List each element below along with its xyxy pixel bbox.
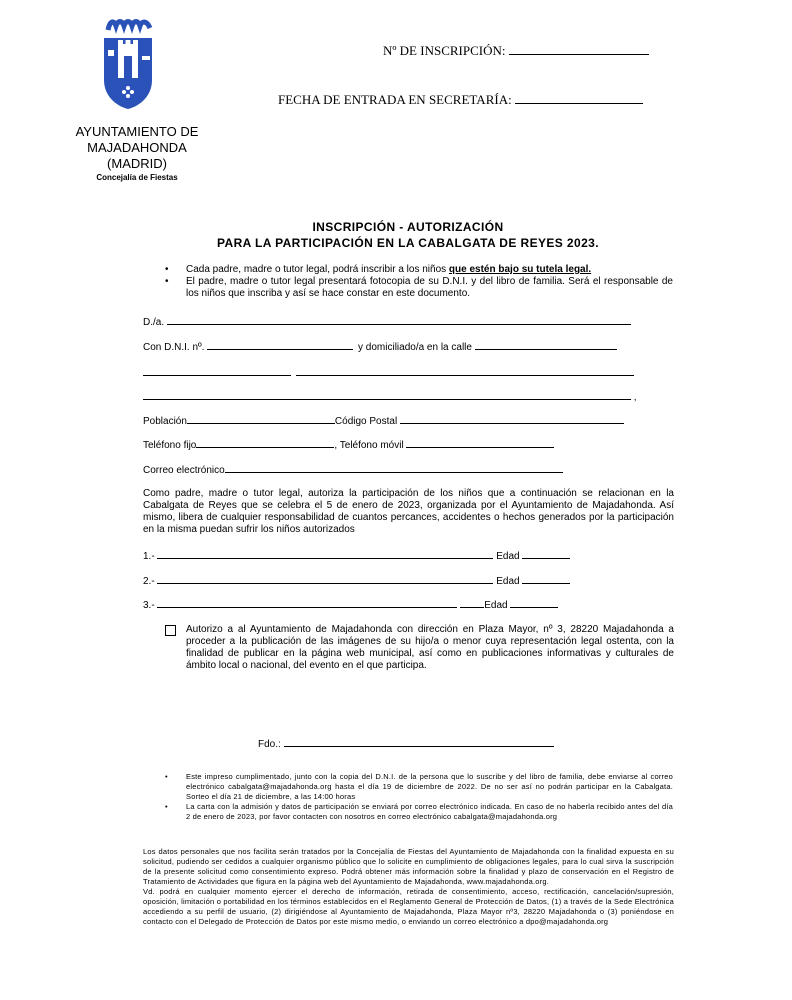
dni-row bbox=[143, 339, 617, 353]
notes-bullets bbox=[165, 772, 673, 822]
intro-bullet-1-emphasis: que estén bajo su tutela legal. bbox=[448, 264, 592, 275]
privacy-notice bbox=[143, 847, 674, 927]
intro-bullet-2: • El padre, madre o tutor legal presentará fotocopia de su D.N.I. y del libro de familia. Será el responsable de los niños que inscriba y así se hace constar en este documento. bbox=[165, 276, 673, 300]
child-2-number: 2.- bbox=[143, 576, 155, 587]
note-1: • Este impreso cumplimentado, junto con la copia del D.N.I. de la persona que lo suscribe y del libro de familia, debe enviarse al correo electrónico cabalgata@majadahonda.org hasta el día 19 de diciembre de 2022. De no ser así no podrán participar en la Cabalgata. Sorteo el día 21 de diciembre, a las 14:00 horas bbox=[165, 772, 673, 802]
privacy-paragraph-2: Vd. podrá en cualquier momento ejercer el derecho de información, retirada de consentimiento, acceso, rectificación, cancelación/supresión, oposición, limitación o portabilidad en los términos establecidos en el Reglamento General de Protección de Datos, (1) a través de la Sede Electrónica accediendo a su perfil de usuario, (2) dirigiéndose al Ayuntamiento de Majadahonda, Plaza Mayor nº3, 28220 Majadahonda o (3) poniéndose en contacto con el Delegado de Protección de Datos por este mismo medio, o enviando un correo electrónico a dpo@majadahonda.org bbox=[143, 887, 674, 926]
image-consent-text: Autorizo a al Ayuntamiento de Majadahonda con dirección en Plaza Mayor, nº 3, 28220 Majadahonda a proceder a la publicación de las imágenes de su hijo/a o menor cuya representación legal ostenta, con la finalidad de publicar en la página web municipal, así como en publicaciones informativas y culturales de ámbito local o nacional, del evento en el que participa. bbox=[186, 624, 674, 671]
child-1-age-input[interactable] bbox=[522, 548, 570, 559]
dni-label: Con D.N.I. nº. bbox=[143, 342, 205, 353]
phone-row bbox=[143, 437, 554, 451]
phone-input[interactable] bbox=[196, 437, 334, 448]
city-postal-row bbox=[143, 413, 624, 427]
privacy-paragraph-1: Los datos personales que nos facilita serán tratados por la Concejalía de Fiestas del Ayuntamiento de Majadahonda con la finalidad expuesta en su solicitud, pudiendo ser cedidos a cualquier organismo público que lo solicite en cumplimiento de obligaciones legales, para lo cual sirva la suscripción de la presente solicitud como consentimiento expreso. Podrá obtener más información sobre la finalidad y plazo de conservación en el Registro de Tratamiento de Actividades que figura en la página web del Ayuntamiento de Majadahonda, www.majadahonda.org. bbox=[143, 847, 674, 886]
city-name-line3: (MADRID) bbox=[107, 156, 167, 171]
child-2-age-input[interactable] bbox=[522, 573, 570, 584]
signature-label: Fdo.: bbox=[258, 739, 281, 750]
image-consent-checkbox[interactable] bbox=[165, 625, 176, 636]
postal-label: Código Postal bbox=[334, 416, 398, 427]
entry-date-input[interactable] bbox=[515, 91, 643, 104]
city-name bbox=[62, 124, 212, 172]
name-input[interactable] bbox=[167, 314, 631, 325]
city-coat-of-arms-logo bbox=[100, 16, 156, 110]
name-row bbox=[143, 314, 631, 328]
child-1-age-label: Edad bbox=[496, 551, 520, 562]
intro-bullets bbox=[165, 264, 673, 300]
city-name-line1: AYUNTAMIENTO DE bbox=[75, 124, 199, 139]
address-line2-row bbox=[143, 365, 634, 379]
note-2: • La carta con la admisión y datos de participación se enviará por correo electrónico indicada. En caso de no haberla recibido antes del día 2 de enero de 2023, por favor contacten con nosotros en correo electrónico cabalgata@majadahonda.org bbox=[165, 802, 673, 822]
inscription-number-input[interactable] bbox=[509, 42, 649, 55]
city-name-line2: MAJADAHONDA bbox=[87, 140, 187, 155]
phone-label: Teléfono fijo bbox=[143, 440, 197, 451]
address-line3-input[interactable] bbox=[143, 389, 631, 400]
email-row bbox=[143, 462, 563, 476]
city-input[interactable] bbox=[187, 413, 335, 424]
child-1-name-input[interactable] bbox=[157, 548, 493, 559]
child-row-3 bbox=[143, 597, 558, 611]
address-line3-row bbox=[143, 389, 637, 403]
intro-bullet-1-text: Cada padre, madre o tutor legal, podrá inscribir a los niños bbox=[186, 264, 449, 275]
child-row-2 bbox=[143, 573, 570, 587]
entry-date-field bbox=[278, 91, 643, 108]
mobile-input[interactable] bbox=[406, 437, 554, 448]
form-title-line2: PARA LA PARTICIPACIÓN EN LA CABALGATA DE REYES 2023. bbox=[217, 236, 599, 250]
child-3-spacer-line bbox=[460, 597, 484, 608]
address-line2-input-b[interactable] bbox=[296, 365, 634, 376]
child-3-name-input[interactable] bbox=[157, 597, 457, 608]
postal-input[interactable] bbox=[400, 413, 624, 424]
department-label: Concejalía de Fiestas bbox=[96, 173, 178, 182]
inscription-number-field bbox=[383, 42, 649, 59]
child-3-age-input[interactable] bbox=[510, 597, 558, 608]
mobile-label: , Teléfono móvil bbox=[334, 440, 404, 451]
name-label: D./a. bbox=[143, 317, 165, 328]
child-row-1 bbox=[143, 548, 570, 562]
city-label: Población bbox=[143, 416, 187, 427]
signature-input[interactable] bbox=[284, 736, 554, 747]
child-1-number: 1.- bbox=[143, 551, 155, 562]
email-label: Correo electrónico bbox=[143, 465, 225, 476]
entry-date-label: FECHA DE ENTRADA EN SECRETARÍA: bbox=[278, 92, 512, 107]
address-label: y domiciliado/a en la calle bbox=[358, 342, 472, 353]
child-2-age-label: Edad bbox=[496, 576, 520, 587]
form-title-line1: INSCRIPCIÓN - AUTORIZACIÓN bbox=[312, 220, 504, 234]
authorization-paragraph: Como padre, madre o tutor legal, autoriza la participación de los niños que a continuación se relacionan en la Cabalgata de Reyes que se celebra el 5 de enero de 2023, organizada por el Ayuntamiento de Majadahonda. Así mismo, libera de cualquier responsabilidad de cuantos percances, accidentes o hechos generados por la participación en la misma puedan sufrir los niños autorizados bbox=[143, 488, 674, 535]
dni-input[interactable] bbox=[207, 339, 353, 350]
child-3-age-label: Edad bbox=[484, 600, 508, 611]
inscription-number-label: Nº DE INSCRIPCIÓN: bbox=[383, 43, 506, 58]
email-input[interactable] bbox=[225, 462, 563, 473]
address-line2-input-a[interactable] bbox=[143, 365, 291, 376]
intro-bullet-1 bbox=[165, 264, 673, 276]
form-title bbox=[100, 219, 716, 251]
signature-row bbox=[258, 736, 554, 750]
address-comma: , bbox=[633, 392, 637, 403]
child-2-name-input[interactable] bbox=[157, 573, 493, 584]
address-input[interactable] bbox=[475, 339, 617, 350]
child-3-number: 3.- bbox=[143, 600, 155, 611]
